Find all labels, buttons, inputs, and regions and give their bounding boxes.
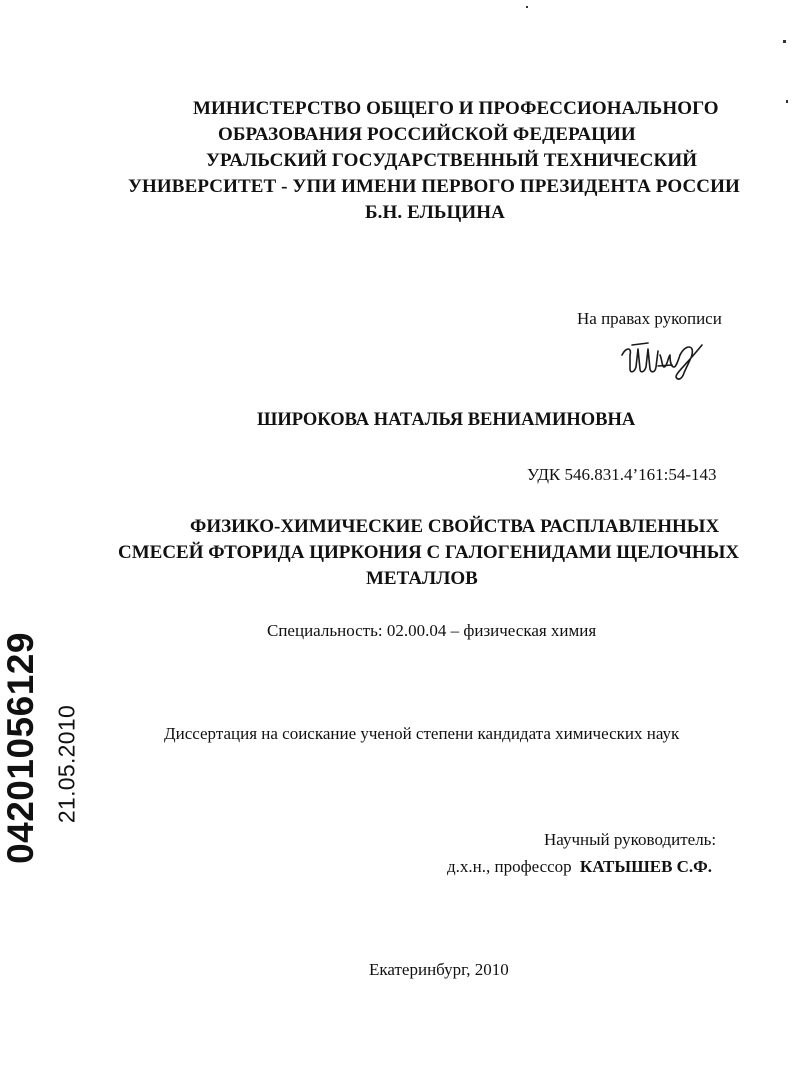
supervisor-label: Научный руководитель: <box>544 830 717 849</box>
manuscript-note: На правах рукописи <box>577 309 722 328</box>
title-line-3: МЕТАЛЛОВ <box>366 568 478 589</box>
library-stamp-date <box>50 700 84 828</box>
library-stamp-number <box>0 632 45 864</box>
supervisor-line <box>447 857 712 877</box>
supervisor-degree: д.х.н., профессор <box>447 857 572 876</box>
ministry-line-1: МИНИСТЕРСТВО ОБЩЕГО И ПРОФЕССИОНАЛЬНОГО <box>193 98 719 119</box>
stamp-number-text: 04201056129 <box>0 632 41 864</box>
specialty: Специальность: 02.00.04 – физическая химия <box>267 621 597 640</box>
supervisor-name: КАТЫШЕВ С.Ф. <box>579 857 713 876</box>
scan-speck <box>783 40 786 43</box>
author-name: ШИРОКОВА НАТАЛЬЯ ВЕНИАМИНОВНА <box>257 410 636 430</box>
title-line-1: ФИЗИКО-ХИМИЧЕСКИЕ СВОЙСТВА РАСПЛАВЛЕННЫХ <box>190 516 720 537</box>
university-line-3: Б.Н. ЕЛЬЦИНА <box>365 202 505 223</box>
university-line-1: УРАЛЬСКИЙ ГОСУДАРСТВЕННЫЙ ТЕХНИЧЕСКИЙ <box>206 150 698 171</box>
title-line-2: СМЕСЕЙ ФТОРИДА ЦИРКОНИЯ С ГАЛОГЕНИДАМИ ЩЕЛОЧНЫХ <box>118 542 740 563</box>
ministry-line-2: ОБРАЗОВАНИЯ РОССИЙСКОЙ ФЕДЕРАЦИИ <box>218 124 636 145</box>
udc-code: УДК 546.831.4’161:54-143 <box>527 465 717 484</box>
scan-speck <box>786 100 788 103</box>
university-line-2: УНИВЕРСИТЕТ - УПИ ИМЕНИ ПЕРВОГО ПРЕЗИДЕНТА РОССИИ <box>128 176 740 197</box>
dissertation-statement: Диссертация на соискание ученой степени кандидата химических наук <box>164 724 680 743</box>
place-year: Екатеринбург, 2010 <box>369 960 509 979</box>
stamp-date-text: 21.05.2010 <box>53 704 80 824</box>
signature-image <box>618 333 704 383</box>
scan-speck <box>526 6 528 8</box>
